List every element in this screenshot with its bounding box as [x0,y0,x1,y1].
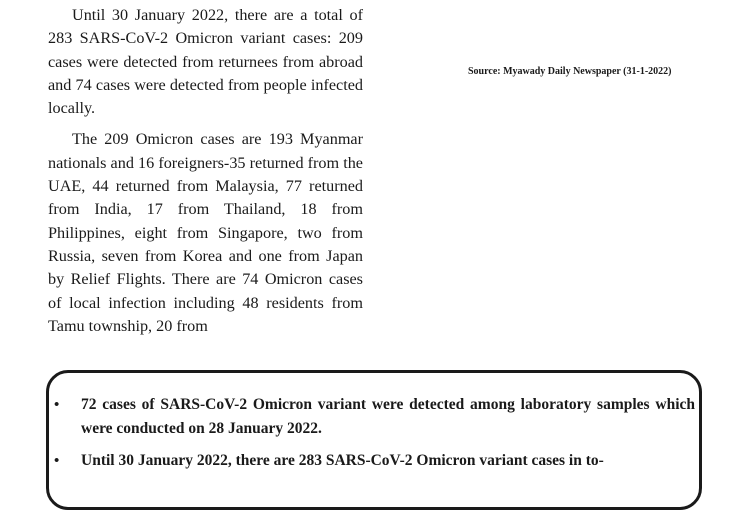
highlight-item [54,449,695,473]
paragraph-omicron-total: Until 30 January 2022, there are a total of 283 SARS-CoV-2 Omicron variant cases: 209 cases were detected from returnees from abroad and 74 cases were detected from people infected locally. [48,6,363,118]
bullet-icon: • [54,397,60,413]
highlight-text: Until 30 January 2022, there are 283 SARS-CoV-2 Omicron variant cases in to- [81,452,604,469]
bullet-icon: • [54,453,60,469]
highlights-list [54,393,695,481]
highlight-item [54,393,695,441]
source-caption: Source: Myawady Daily Newspaper (31-1-2022) [468,66,672,77]
highlight-text: 72 cases of SARS-CoV-2 Omicron variant were detected among laboratory samples which were conducted on 28 January 2022. [81,396,695,437]
highlights-box [46,370,702,510]
paragraph-omicron-breakdown: The 209 Omicron cases are 193 Myanmar nationals and 16 foreigners-35 returned from the UAE, 44 returned from Malaysia, 77 returned from India, 17 from Thailand, 18 from Philippines, eight from Singapore, two from Russia, seven from Korea and one from Japan by Relief Flights. There are 74 Omicron cases of local infection including 48 residents from Tamu township, 20 from [48,130,363,335]
article-column [48,4,363,346]
